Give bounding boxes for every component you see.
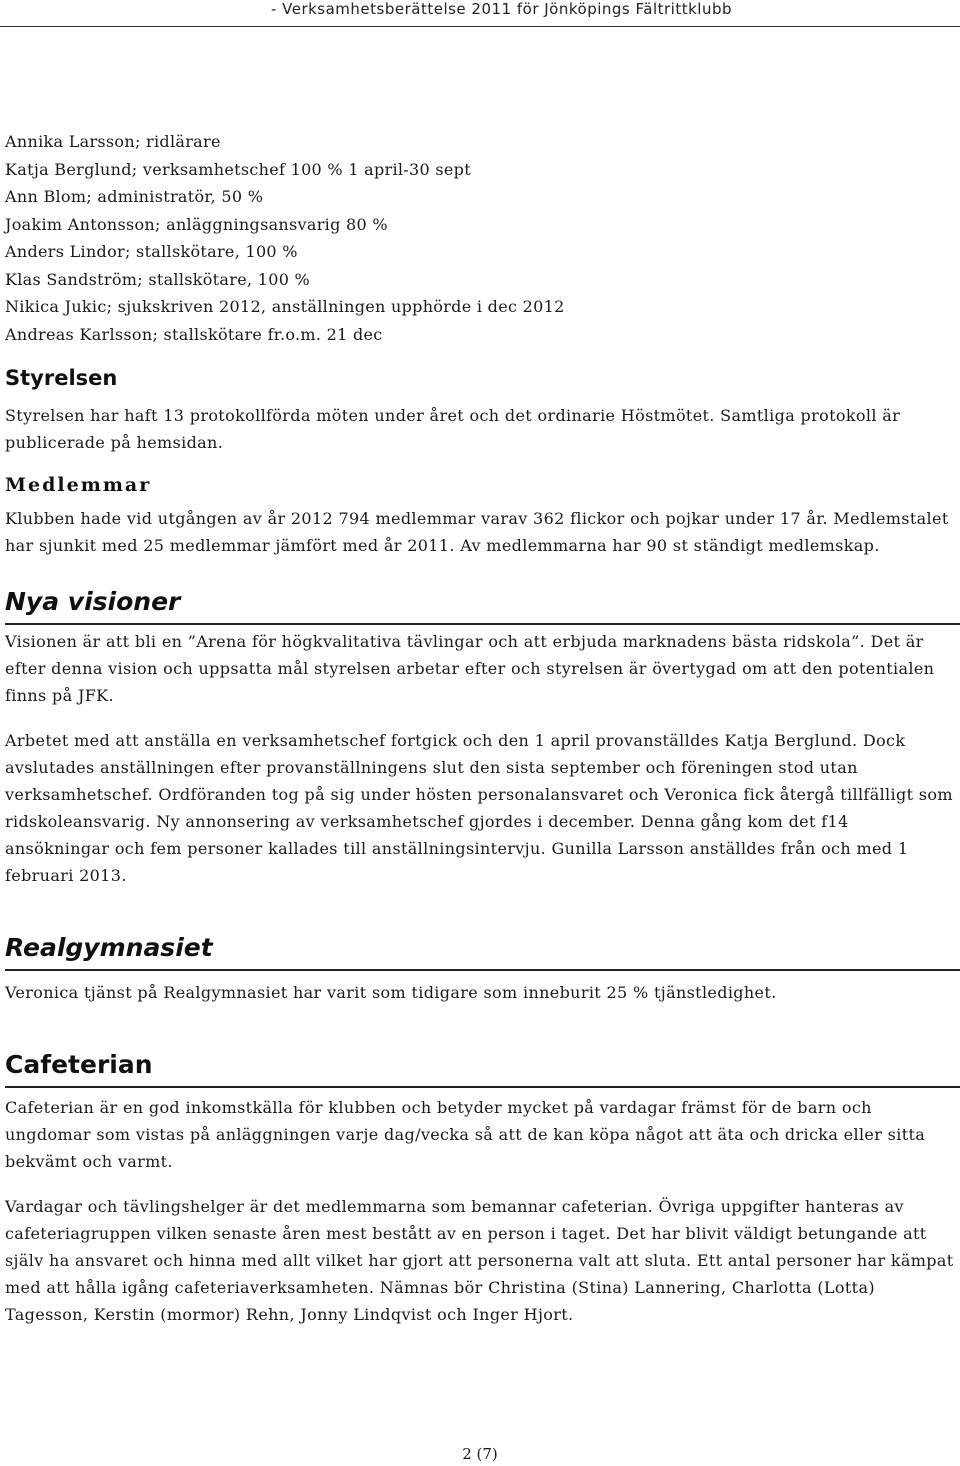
staff-item: Andreas Karlsson; stallskötare fr.o.m. 21 dec — [5, 324, 383, 344]
medlemmar-text: Klubben hade vid utgången av år 2012 794 medlemmar varav 362 flickor och pojkar under 17 år. Medlemstalet har sjunkit med 25 medlemmar jämfört med år 2011. Av medlemmarna har 90 st ständigt medlemskap. — [5, 509, 949, 555]
realgymnasiet-text: Veronica tjänst på Realgymnasiet har varit som tidigare som inneburit 25 % tjänstledighet. — [5, 983, 777, 1002]
realgymnasiet-heading: Realgymnasiet — [5, 933, 213, 962]
header-divider — [0, 26, 960, 27]
nya-visioner-heading: Nya visioner — [5, 587, 181, 616]
heading-rule — [5, 969, 960, 971]
cafeterian-heading: Cafeterian — [5, 1050, 153, 1079]
heading-rule — [5, 1086, 960, 1088]
styrelsen-section — [5, 363, 955, 456]
nya-visioner-paragraph-2: Arbetet med att anställa en verksamhetschef fortgick och den 1 april provanställdes Katja Berglund. Dock avslutades anställningen efter provanställningens slut den sista september och föreningen stod utan verksamhetschef. Ordföranden tog på sig under hösten personalansvaret och Veronica fick återgå tillfälligt som ridskoleansvarig. Ny annonsering av verksamhetschef gjordes i december. Denna gång kom det f14 ansökningar och fem personer kallades till anställningsintervju. Gunilla Larsson anställdes från och med 1 februari 2013. — [5, 731, 953, 885]
staff-item: Joakim Antonsson; anläggningsansvarig 80 % — [5, 214, 388, 234]
nya-visioner-paragraph-1: Visionen är att bli en ”Arena för högkvalitativa tävlingar och att erbjuda marknadens bästa ridskola”. Det är efter denna vision och uppsatta mål styrelsen arbetar efter och styrelsen är övertygad om att den potentialen finns på JFK. — [5, 632, 935, 705]
staff-item: Anders Lindor; stallskötare, 100 % — [5, 242, 298, 261]
medlemmar-heading: Medlemmar — [5, 474, 152, 496]
staff-list — [5, 128, 955, 348]
staff-item: Katja Berglund; verksamhetschef 100 % 1 april-30 sept — [5, 159, 471, 179]
heading-rule — [5, 623, 960, 625]
staff-item: Annika Larsson; ridlärare — [5, 132, 221, 151]
staff-item: Klas Sandström; stallskötare, 100 % — [5, 269, 311, 289]
cafeterian-paragraph-2: Vardagar och tävlingshelger är det medlemmarna som bemannar cafeterian. Övriga uppgifter hanteras av cafeteriagruppen vilken senaste åren mest bestått av en person i taget. Det har blivit väldigt betungande att själv ha ansvaret och hinna med allt vilket har gjort att personerna valt att sluta. Ett antal personer har kämpat med att hålla igång cafeteriaverksamheten. Nämnas bör Christina (Stina) Lannering, Charlotta (Lotta) Tagesson, Kerstin (mormor) Rehn, Jonny Lindqvist och Inger Hjort. — [5, 1197, 954, 1324]
document-body — [5, 128, 955, 1328]
page-number: 2 (7) — [462, 1445, 498, 1463]
cafeterian-paragraph-1: Cafeterian är en god inkomstkälla för klubben och betyder mycket på vardagar främst för de barn och ungdomar som vistas på anläggningen varje dag/vecka så att de kan köpa något att äta och dricka eller sitta bekvämt och varmt. — [5, 1098, 926, 1171]
document-header-title: - Verksamhetsberättelse 2011 för Jönköpings Fältrittklubb — [270, 0, 732, 18]
styrelsen-heading: Styrelsen — [5, 366, 118, 390]
medlemmar-section — [5, 470, 955, 559]
realgymnasiet-section — [5, 931, 955, 1006]
staff-item: Nikica Jukic; sjukskriven 2012, anställningen upphörde i dec 2012 — [5, 297, 565, 316]
staff-item: Ann Blom; administratör, 50 % — [5, 187, 264, 206]
styrelsen-text: Styrelsen har haft 13 protokollförda möten under året och det ordinarie Höstmötet. Samtliga protokoll är publicerade på hemsidan. — [5, 406, 901, 452]
nya-visioner-section — [5, 585, 955, 889]
cafeterian-section — [5, 1048, 955, 1328]
